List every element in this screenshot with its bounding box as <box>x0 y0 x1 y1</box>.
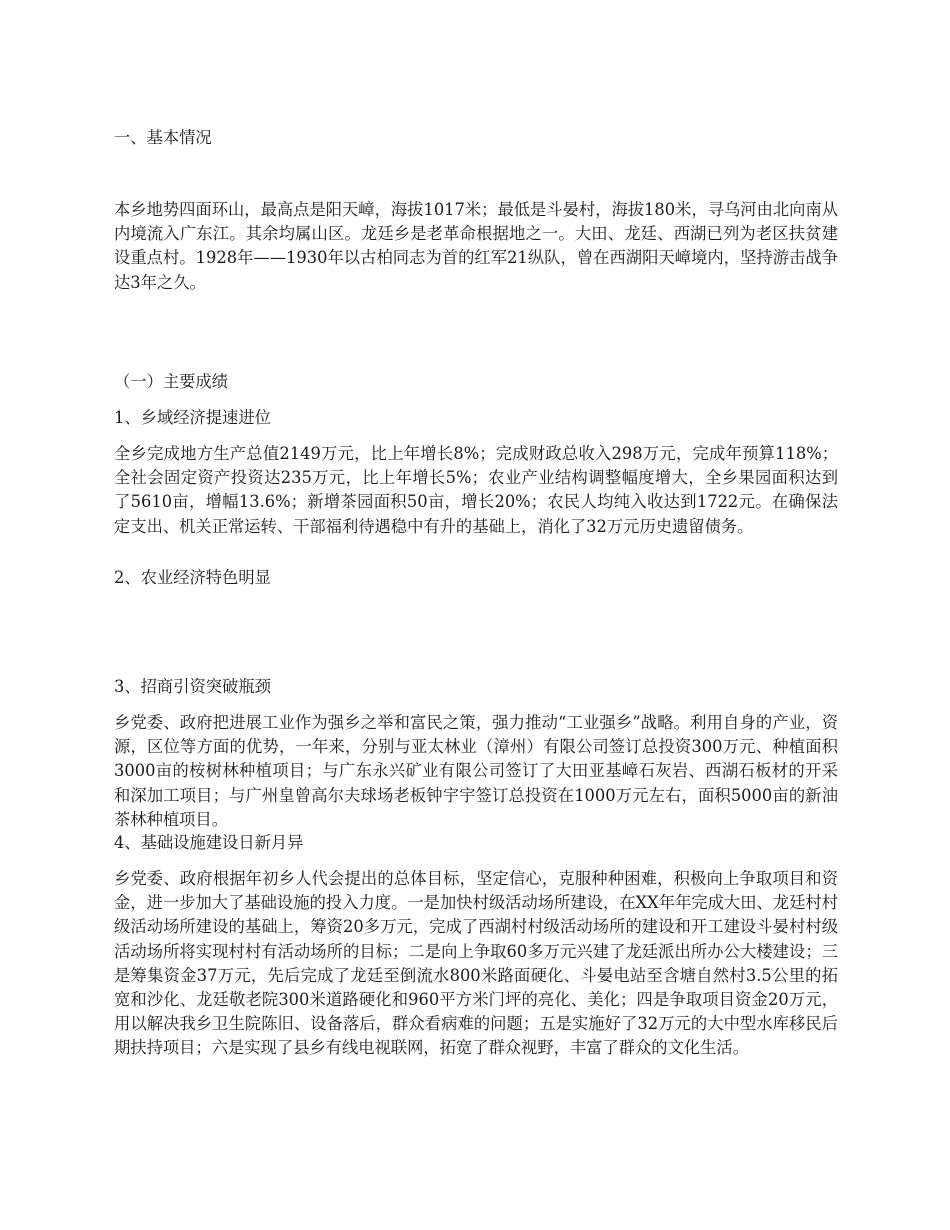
section-heading-basic-info: 一、基本情况 <box>114 128 212 147</box>
paragraph-economy: 全乡完成地方生产总值2149万元，比上年增长8%；完成财政总收入298万元，完成年预算118%；全社会固定资产投资达235万元，比上年增长5%；农业产业结构调整幅度增大，全乡果园面积达到了5610亩，增幅13.6%；新增茶园面积50亩，增长20%；农民人均纯入收达到1722元。在确保法定支出、机关正常运转、干部福利待遇稳中有升的基础上，消化了32万元历史遗留债务。 <box>114 444 838 536</box>
item-heading-infrastructure: 4、基础设施建设日新月异 <box>114 833 304 852</box>
item-heading-economy: 1、乡域经济提速进位 <box>114 408 271 427</box>
item-heading-investment: 3、招商引资突破瓶颈 <box>114 677 271 696</box>
paragraph-investment: 乡党委、政府把进展工业作为强乡之举和富民之策，强力推动“工业强乡”战略。利用自身的产业，资源，区位等方面的优势，一年来，分别与亚太林业（漳州）有限公司签订总投资300万元、种植面积3000亩的桉树林种植项目；与广东永兴矿业有限公司签订了大田亚基嶂石灰岩、西湖石板材的开采和深加工项目；与广州皇曾高尔夫球场老板钟宇宇签订总投资在1000万元左右，面积5000亩的新油茶林种植项目。 <box>114 713 838 829</box>
paragraph-infrastructure: 乡党委、政府根据年初乡人代会提出的总体目标，坚定信心，克服种种困难，积极向上争取项目和资金，进一步加大了基础设施的投入力度。一是加快村级活动场所建设，在XX年年完成大田、龙廷村村级活动场所建设的基础上，筹资20多万元，完成了西湖村村级活动场所的建设和开工建设斗晏村村级活动场所将实现村村有活动场所的目标；二是向上争取60多万元兴建了龙廷派出所办公大楼建设；三是筹集资金37万元，先后完成了龙廷至倒流水800米路面硬化、斗晏电站至含塘自然村3.5公里的拓宽和沙化、龙廷敬老院300米道路硬化和960平方米门坪的亮化、美化；四是争取项目资金20万元，用以解决我乡卫生院陈旧、设备落后，群众看病难的问题；五是实施好了32万元的大中型水库移民后期扶持项目；六是实现了县乡有线电视联网，拓宽了群众视野，丰富了群众的文化生活。 <box>114 869 838 1058</box>
item-heading-agriculture: 2、农业经济特色明显 <box>114 568 271 587</box>
paragraph-geography: 本乡地势四面环山，最高点是阳天嶂，海拔1017米；最低是斗晏村，海拔180米，寻乌河由北向南从内境流入广东江。其余均属山区。龙廷乡是老革命根据地之一。大田、龙廷、西湖已列为老区扶贫建设重点村。1928年——1930年以古柏同志为首的红军21纵队，曾在西湖阳天嶂境内，坚持游击战争达3年之久。 <box>114 200 838 292</box>
subsection-heading-achievements: （一）主要成绩 <box>114 372 228 391</box>
